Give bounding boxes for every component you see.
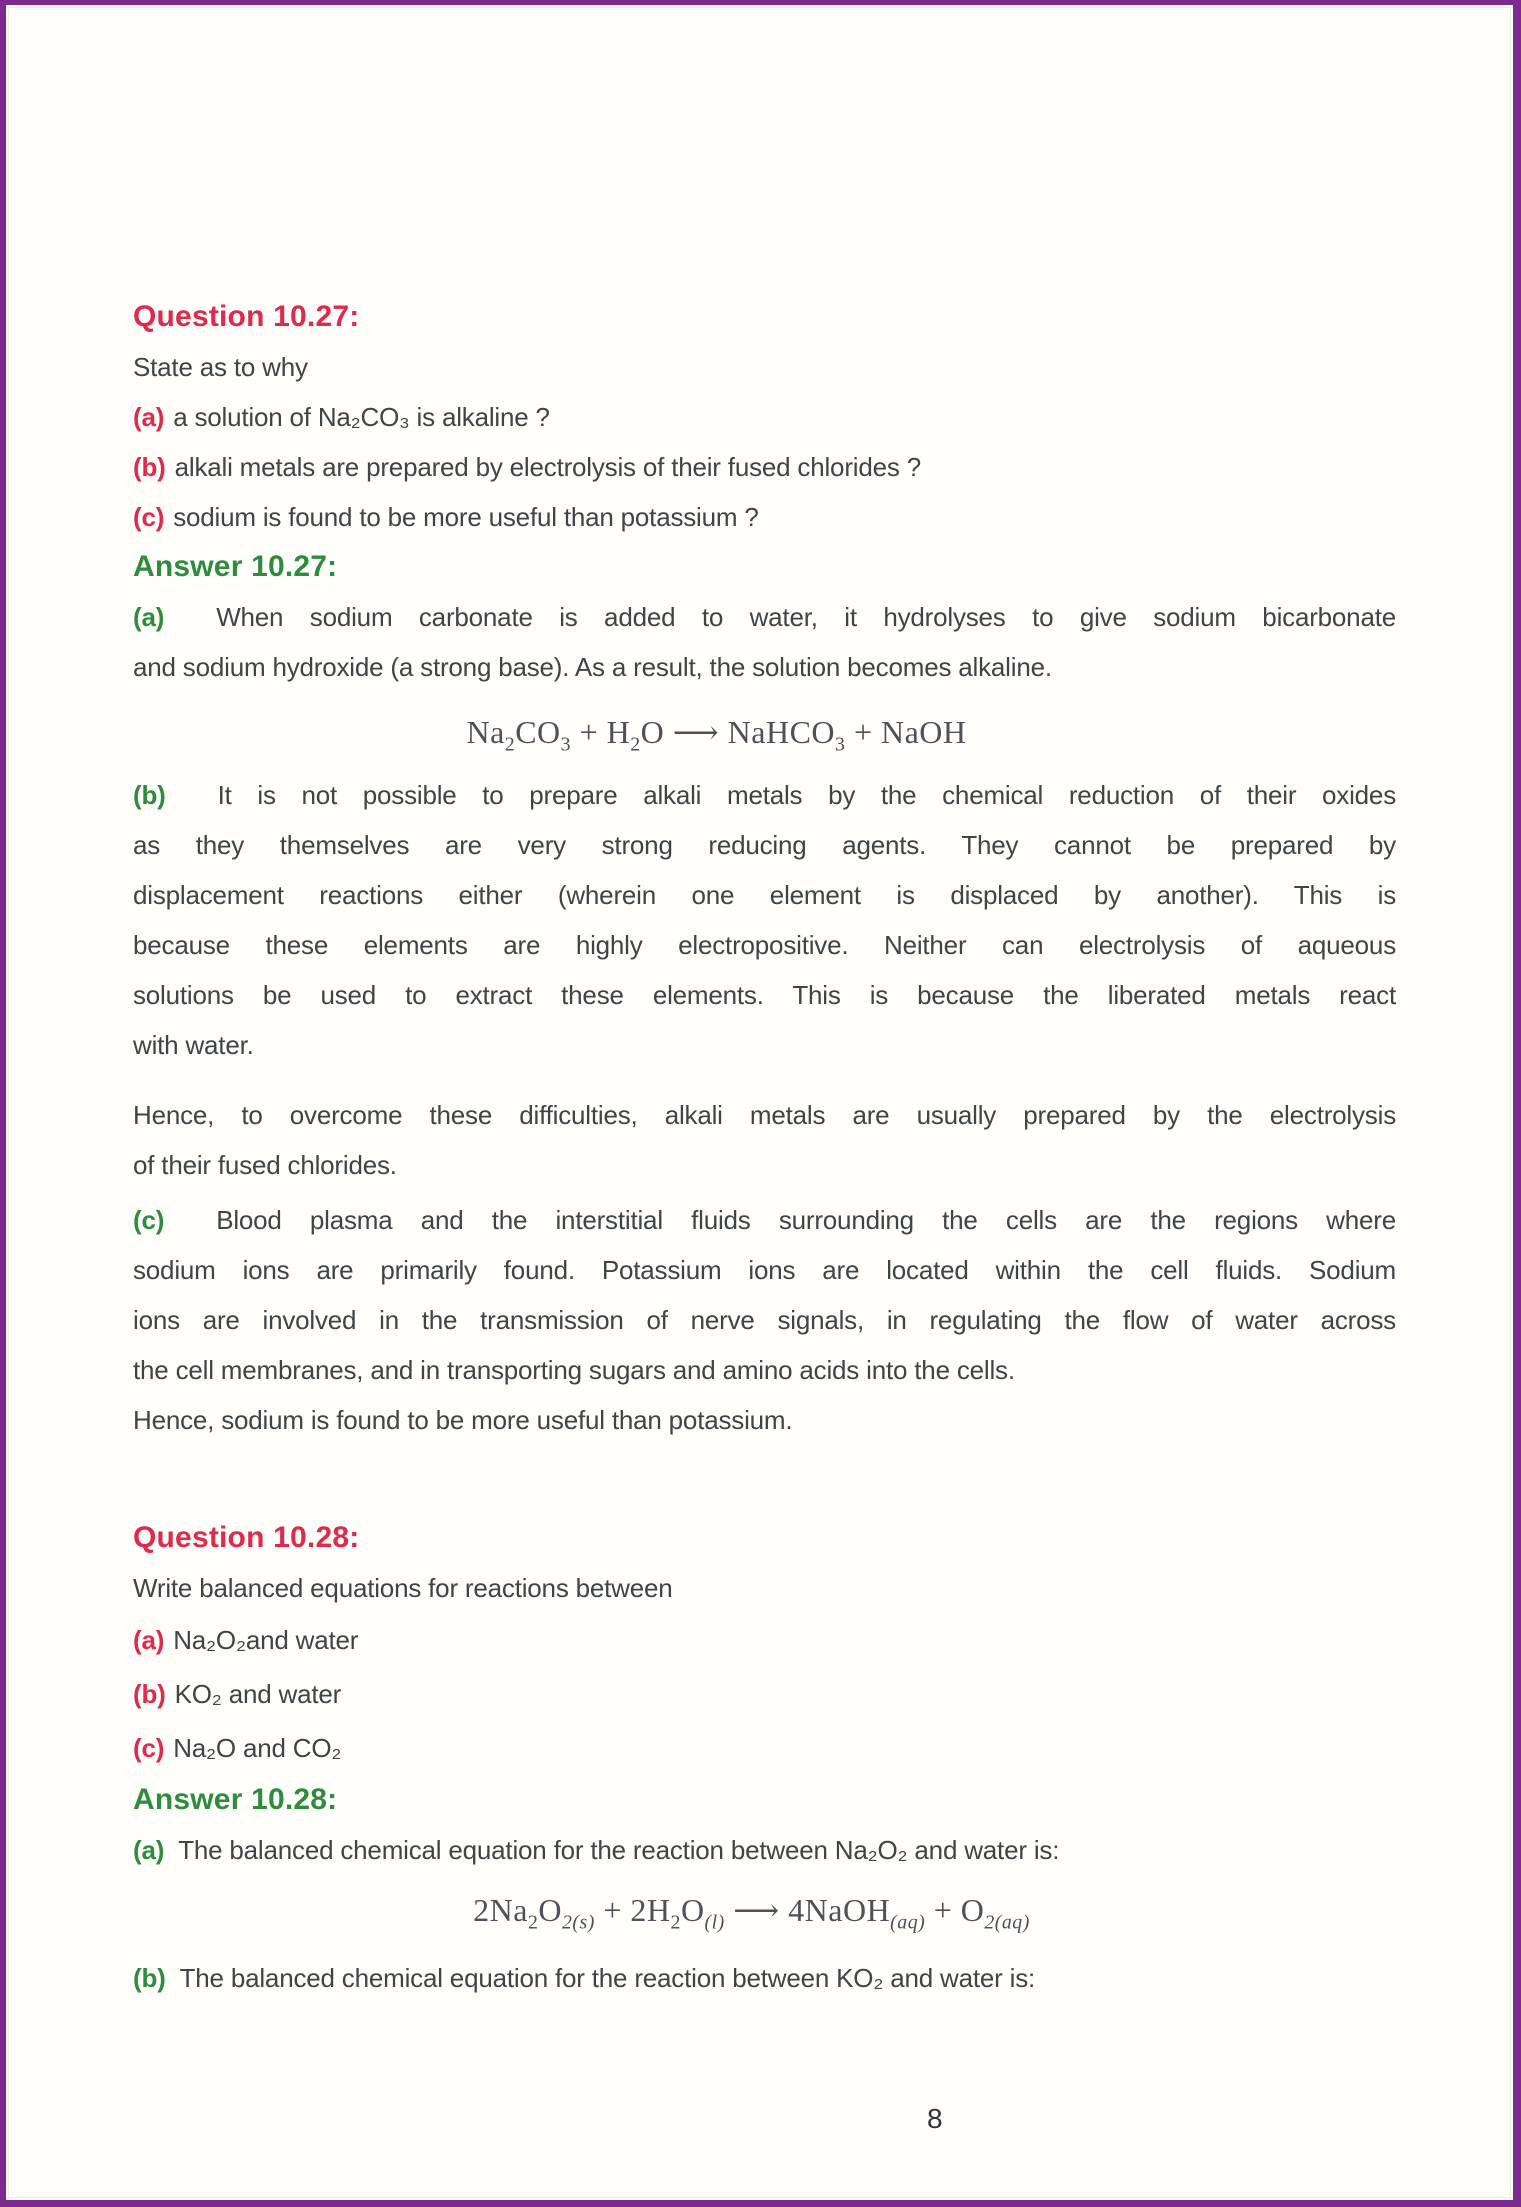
text-line: Hence, sodium is found to be more useful than potassium. bbox=[133, 1405, 793, 1435]
list-marker: (a) bbox=[133, 1835, 165, 1865]
answer-10-27-heading: Answer 10.27: bbox=[133, 550, 338, 583]
equation-subscript: 3 bbox=[560, 733, 572, 756]
q27-item-b bbox=[133, 442, 1396, 492]
text-line: with water. bbox=[133, 1030, 254, 1060]
equation-subscript: 2(aq) bbox=[984, 1911, 1030, 1934]
equation-subscript: (l) bbox=[704, 1911, 725, 1934]
list-marker: (c) bbox=[133, 1733, 165, 1763]
list-marker: (a) bbox=[133, 602, 165, 632]
question-10-27-heading: Question 10.27: bbox=[133, 300, 360, 333]
text-line: (b) The balanced chemical equation for the reaction between KO₂ and water is: bbox=[133, 1963, 1036, 1993]
equation-subscript: 2(s) bbox=[562, 1911, 595, 1934]
text-line: sodium ions are primarily found. Potassium ions are located within the cell fluids. Sodium bbox=[133, 1255, 1396, 1285]
answer-28b-intro-line bbox=[133, 1953, 1396, 2003]
text-line: (b) KO₂ and water bbox=[133, 1679, 342, 1709]
text-line: Hence, to overcome these difficulties, alkali metals are usually prepared by the electrolysis bbox=[133, 1100, 1396, 1130]
text-line: (a) The balanced chemical equation for the reaction between Na₂O₂ and water is: bbox=[133, 1835, 1060, 1865]
list-marker: (a) bbox=[133, 1625, 165, 1655]
text-line: (b) It is not possible to prepare alkali metals by the chemical reduction of their oxides bbox=[133, 780, 1396, 810]
list-marker: (b) bbox=[133, 780, 166, 810]
q28-item-list bbox=[133, 1613, 1396, 1775]
answer-27b-conclusion-paragraph bbox=[133, 1090, 1396, 1190]
q27-intro-text: State as to why bbox=[133, 352, 308, 382]
q27-item-list bbox=[133, 392, 1396, 542]
list-marker: (b) bbox=[133, 1679, 166, 1709]
list-marker: (a) bbox=[133, 402, 165, 432]
list-marker: (b) bbox=[133, 452, 166, 482]
text-line: the cell membranes, and in transporting sugars and amino acids into the cells. bbox=[133, 1355, 1015, 1385]
answer-10-28-heading: Answer 10.28: bbox=[133, 1783, 338, 1816]
text-line: because these elements are highly electropositive. Neither can electrolysis of aqueous bbox=[133, 930, 1396, 960]
text-line: (a) Na₂O₂and water bbox=[133, 1625, 359, 1655]
text-line: (a) When sodium carbonate is added to water, it hydrolyses to give sodium bicarbonate bbox=[133, 602, 1396, 632]
text-line: and sodium hydroxide (a strong base). As a result, the solution becomes alkaline. bbox=[133, 652, 1052, 682]
text-line: (c) Na₂O and CO₂ bbox=[133, 1733, 342, 1763]
equation-subscript: (aq) bbox=[890, 1911, 926, 1934]
equation-subscript: 2 bbox=[527, 1911, 539, 1934]
q28-item-b bbox=[133, 1667, 1396, 1721]
question-10-28-heading: Question 10.28: bbox=[133, 1521, 360, 1554]
text-line: displacement reactions either (wherein one element is displaced by another). This is bbox=[133, 880, 1396, 910]
equation-subscript: 2 bbox=[630, 733, 641, 756]
list-marker: (c) bbox=[133, 1205, 165, 1235]
q27-item-c bbox=[133, 492, 1396, 542]
equation-subscript: 3 bbox=[835, 733, 846, 756]
text-line: (a) a solution of Na₂CO₃ is alkaline ? bbox=[133, 402, 550, 432]
text-line: ions are involved in the transmission of nerve signals, in regulating the flow of water across bbox=[133, 1305, 1396, 1335]
q27-item-a bbox=[133, 392, 1396, 442]
answer-27c-paragraph bbox=[133, 1195, 1396, 1395]
text-line: (c) sodium is found to be more useful than potassium ? bbox=[133, 502, 759, 532]
text-line: (c) Blood plasma and the interstitial fluids surrounding the cells are the regions where bbox=[133, 1205, 1396, 1235]
chemical-equation-na2co3-hydrolysis: $Na_2CO_3 + H_2O$ ⟶ NaHCO$_3$ + NaOH bbox=[466, 714, 967, 756]
text-line: of their fused chlorides. bbox=[133, 1150, 397, 1180]
answer-28a-intro-line bbox=[133, 1825, 1396, 1875]
q28-item-c bbox=[133, 1721, 1396, 1775]
equation-subscript: 2 bbox=[504, 733, 516, 756]
text-line: solutions be used to extract these elements. This is because the liberated metals react bbox=[133, 980, 1396, 1010]
equation-subscript: 2 bbox=[670, 1911, 681, 1934]
q28-intro-text: Write balanced equations for reactions between bbox=[133, 1573, 673, 1603]
page-content bbox=[133, 5, 1396, 2003]
answer-27a-paragraph bbox=[133, 592, 1396, 692]
q28-item-a bbox=[133, 1613, 1396, 1667]
text-line: as they themselves are very strong reducing agents. They cannot be prepared by bbox=[133, 830, 1396, 860]
list-marker: (c) bbox=[133, 502, 165, 532]
answer-27c-conclusion-paragraph bbox=[133, 1395, 1396, 1445]
chemical-equation-na2o2-water: $2Na_2O_{2(s)} + 2H_2O_{(l)}$ ⟶ 4NaOH$_{(aq)}$ + $O_{2(aq)}$ bbox=[473, 1892, 1030, 1934]
list-marker: (b) bbox=[133, 1963, 166, 1993]
answer-27b-paragraph bbox=[133, 770, 1396, 1070]
text-line: (b) alkali metals are prepared by electrolysis of their fused chlorides ? bbox=[133, 452, 921, 482]
page-number: 8 bbox=[927, 2103, 943, 2134]
